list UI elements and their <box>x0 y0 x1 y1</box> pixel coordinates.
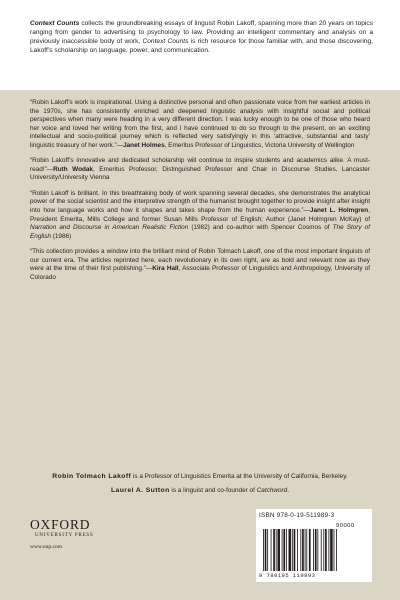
book-title-inline: Context Counts <box>142 37 189 45</box>
endorsement-hall <box>30 248 370 282</box>
quote-affiliation-end: (1986) <box>50 232 72 240</box>
quote-text: “Robin Lakoff is brilliant. In this breathtaking body of work spanning several decades, she demonstrates the analytical power of the social scientist and the interpretive strength of the humanist brought together to provide insight after insight into how language works and how it shapes and takes shape from the human experience.”— <box>30 189 370 215</box>
author-bio-lakoff <box>30 473 370 482</box>
quote-affiliation: , Emeritus Professor of Linguistics, Victoria University of Wellington <box>164 141 355 149</box>
author-name: Laurel A. Sutton <box>110 486 170 494</box>
quote-source: Janet Holmes <box>123 141 165 149</box>
description-text: collects the groundbreaking essays of linguist Robin Lakoff, spanning more than 20 years on topics ranging from gender to advertising to psychology to law. Providing an intelligent commentary and analysis on a previously inaccessible body of work, <box>30 20 373 45</box>
quote-affiliation-cont: (1982) and co-author with Spencer Cosmos of <box>188 224 333 232</box>
quote-source: Ruth Wodak <box>53 165 93 173</box>
endorsement-holmgren <box>30 190 370 241</box>
book-description <box>30 20 373 56</box>
book-title: Context Counts <box>30 20 80 27</box>
quote-affiliation: , President Emerita, Mills College and former Susan Mills Professor of English; Author (Janet Holmgren McKay) of <box>30 207 370 223</box>
endorsement-holmes <box>30 99 370 150</box>
endorsements <box>30 99 370 289</box>
quote-text: “Robin Lakoff’s work is inspirational. Using a distinctive personal and often passionate voice from her earliest articles in the 1970s, she has consistently enriched and deepened linguistic analysis with insightful social and political perspectives when many were heading in a very different direction. I was lucky enough to be one of those who heard her voice and loved her writing from the first, and I have continued to do so through to the present, on an exciting intellectual and socio-political journey which is reflected very satisfyingly in this ‘attractive, substantial and tasty’ linguistic treasury of her work.”— <box>30 99 370 149</box>
isbn-barcode-panel <box>256 509 372 582</box>
author-bio-end: . <box>287 486 289 494</box>
quote-source: Kira Hall <box>152 265 179 273</box>
quote-text: “This collection provides a window into the brilliant mind of Robin Tolmach Lakoff, one of the most important linguists of our current era. The articles reprinted here, each revolutionary in its own right, are as bold and relevant now as they were at the time of their first publishing.”— <box>30 248 370 273</box>
author-bio-text: is a linguist and co-founder of <box>169 486 257 494</box>
author-bio-text: is a Professor of Linguistics Emerita at the University of California, Berkeley. <box>131 473 348 480</box>
quote-source: Janet L. Holmgren <box>309 207 369 215</box>
publisher-subtitle: UNIVERSITY PRESS <box>35 533 94 538</box>
book-title-cited: Narration and Discourse in American Realistic Fiction <box>30 224 189 232</box>
publisher-logo <box>30 518 94 550</box>
author-bios <box>30 473 370 500</box>
company-name: Catchword <box>256 486 288 494</box>
book-title-cited: The Story of English <box>30 224 370 240</box>
quote-affiliation: , Emeritus Professor, Distinguished Professor and Chair in Discourse Studies, Lancaster University/University Vienna <box>30 165 370 182</box>
endorsement-wodak <box>30 157 370 183</box>
quote-text: “Robin Lakoff’s innovative and dedicated scholarship will continue to inspire students and academics alike. A must-read!”— <box>30 157 370 173</box>
publisher-name: OXFORD <box>30 517 91 532</box>
price-code: 90000 <box>336 523 355 529</box>
author-name: Robin Tolmach Lakoff <box>52 473 132 480</box>
description-text-end: is rich resource for those familiar with, and those discovering, Lakoff’s scholarship on language, power, and communication. <box>30 37 373 54</box>
barcode-icon <box>261 529 367 571</box>
quote-affiliation: , Associate Professor of Linguistics and Anthropology, University of Colorado <box>30 265 370 281</box>
barcode-digits: 9 780195 119893 <box>259 572 316 579</box>
isbn-label: ISBN 978-0-19-511989-3 <box>259 512 335 519</box>
author-bio-sutton <box>30 487 370 496</box>
publisher-url: www.oup.com <box>30 544 63 550</box>
